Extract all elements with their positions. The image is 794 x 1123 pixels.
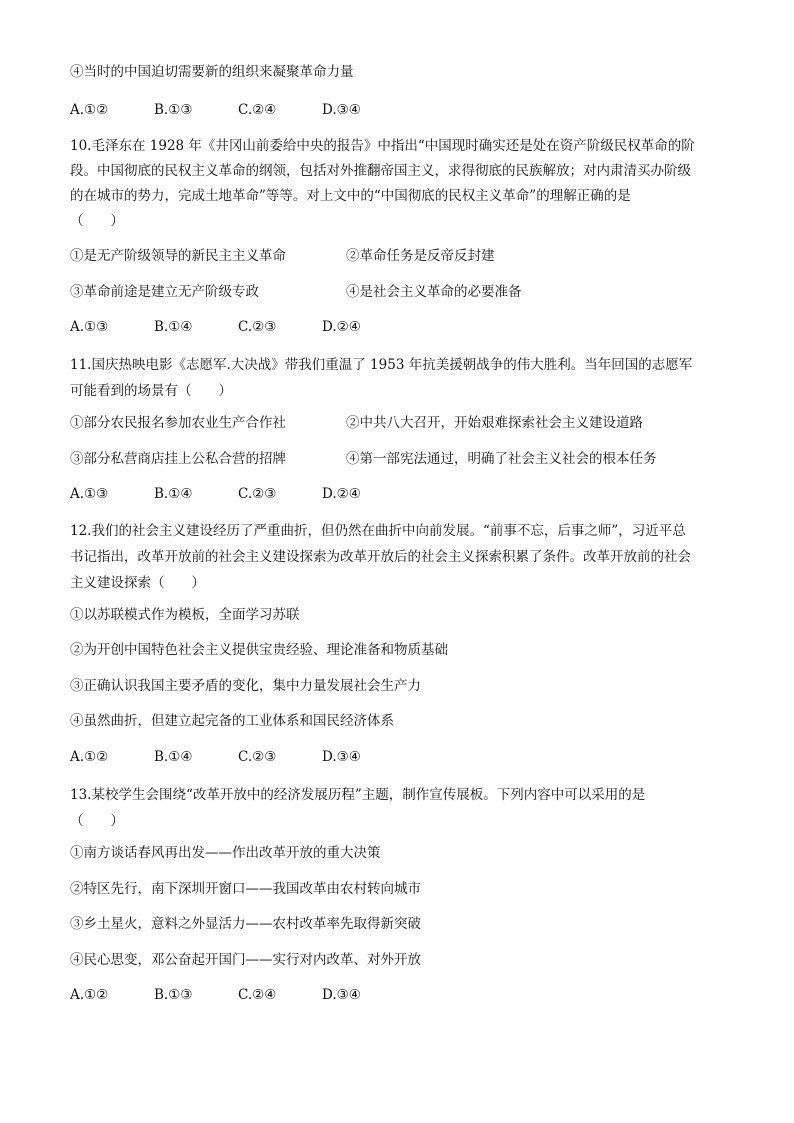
q13-answer-choices	[70, 985, 361, 1006]
q13-answer-d: D.③④	[322, 987, 361, 1003]
question-12	[70, 518, 691, 596]
q11-answer-c: C.②③	[238, 486, 277, 502]
q10-stem-line: 10.毛泽东在 1928 年《井冈山前委给中央的报告》中指出“中国现时确实还是处在资产阶级民权革命的阶	[70, 138, 695, 154]
q9-answer-a: A.①②	[70, 102, 109, 118]
q12-stem-line: 主义建设探索（ ）	[70, 575, 205, 591]
q10-options-row-1	[70, 246, 495, 267]
q11-options-row-1	[70, 413, 643, 434]
q10-answer-choices	[70, 317, 361, 338]
q12-answer-choices	[70, 747, 361, 768]
q9-answer-choices	[70, 100, 361, 121]
question-9-tail	[70, 62, 354, 83]
question-11	[70, 352, 692, 404]
q12-option-1: ①以苏联模式作为模板，全面学习苏联	[70, 607, 300, 623]
q10-answer-c: C.②③	[238, 319, 277, 335]
q9-answer-d: D.③④	[322, 102, 361, 118]
question-13	[70, 782, 645, 834]
q10-option-2: ②革命任务是反帝反封建	[346, 248, 495, 264]
q9-option-4: ④当时的中国迫切需要新的组织来凝聚革命力量	[70, 64, 354, 80]
q9-answer-c: C.②④	[238, 102, 277, 118]
q12-answer-d: D.③④	[322, 749, 361, 765]
q11-option-4: ④第一部宪法通过，明确了社会主义社会的根本任务	[346, 451, 657, 467]
q12-stem-line: 书记指出，改革开放前的社会主义建设探索为改革开放后的社会主义探索积累了条件。改革开放前的社会	[70, 549, 691, 565]
q10-options-row-2	[70, 282, 522, 303]
q12-stem-line: 12.我们的社会主义建设经历了严重曲折，但仍然在曲折中向前发展。“前事不忘，后事之师”，习近平总	[70, 523, 686, 539]
q11-option-1: ①部分农民报名参加农业生产合作社	[70, 415, 286, 431]
q10-answer-d: D.②④	[322, 319, 361, 335]
q13-option-3: ③乡土星火，意料之外显活力——农村改革率先取得新突破	[70, 916, 421, 932]
q12-answer-c: C.②③	[238, 749, 277, 765]
q10-option-1: ①是无产阶级领导的新民主主义革命	[70, 248, 286, 264]
q11-option-2: ②中共八大召开，开始艰难探索社会主义建设道路	[346, 415, 643, 431]
q10-option-4: ④是社会主义革命的必要准备	[346, 284, 522, 300]
q13-option-4: ④民心思变，邓公奋起开国门——实行对内改革、对外开放	[70, 952, 421, 968]
q12-option-3: ③正确认识我国主要矛盾的变化，集中力量发展社会生产力	[70, 678, 421, 694]
q11-option-3: ③部分私营商店挂上公私合营的招牌	[70, 451, 286, 467]
q13-stem-line: 13.某校学生会围绕“改革开放中的经济发展历程”主题，制作宣传展板。下列内容中可以采用的是	[70, 787, 646, 803]
q13-option-2: ②特区先行，南下深圳开窗口——我国改革由农村转向城市	[70, 881, 421, 897]
question-10	[70, 134, 695, 234]
q13-stem-line: （ ）	[70, 813, 124, 829]
q11-answer-a: A.①③	[70, 486, 109, 502]
q10-stem-line: （ ）	[70, 213, 124, 229]
q10-answer-a: A.①③	[70, 319, 109, 335]
q11-stem-line: 可能看到的场景有（ ）	[70, 383, 232, 399]
q10-stem	[70, 134, 695, 234]
q13-option-1: ①南方谈话春风再出发——作出改革开放的重大决策	[70, 845, 381, 861]
q12-answer-a: A.①②	[70, 749, 109, 765]
q11-answer-d: D.②④	[322, 486, 361, 502]
q10-stem-line: 段。中国彻底的民权主义革命的纲领，包括对外推翻帝国主义，求得彻底的民族解放；对内肃清买办阶级	[70, 163, 691, 179]
q12-option-2: ②为开创中国特色社会主义提供宝贵经验、理论准备和物质基础	[70, 642, 448, 658]
q11-options-row-2	[70, 449, 657, 470]
q11-answer-choices	[70, 484, 361, 505]
q13-answer-c: C.②④	[238, 987, 277, 1003]
q12-answer-b: B.①④	[154, 749, 193, 765]
q10-answer-b: B.①④	[154, 319, 193, 335]
q12-option-4: ④虽然曲折，但建立起完备的工业体系和国民经济体系	[70, 713, 394, 729]
q10-stem-line: 的在城市的势力，完成土地革命”等等。对上文中的“中国彻底的民权主义革命”的理解正确的是	[70, 188, 631, 204]
q9-answer-b: B.①③	[154, 102, 193, 118]
q10-option-3: ③革命前途是建立无产阶级专政	[70, 284, 259, 300]
q13-answer-a: A.①②	[70, 987, 109, 1003]
q13-answer-b: B.①③	[154, 987, 193, 1003]
q11-answer-b: B.①④	[154, 486, 193, 502]
q11-stem-line: 11.国庆热映电影《志愿军.大决战》带我们重温了 1953 年抗美援朝战争的伟大胜利。当年回国的志愿军	[70, 357, 693, 373]
